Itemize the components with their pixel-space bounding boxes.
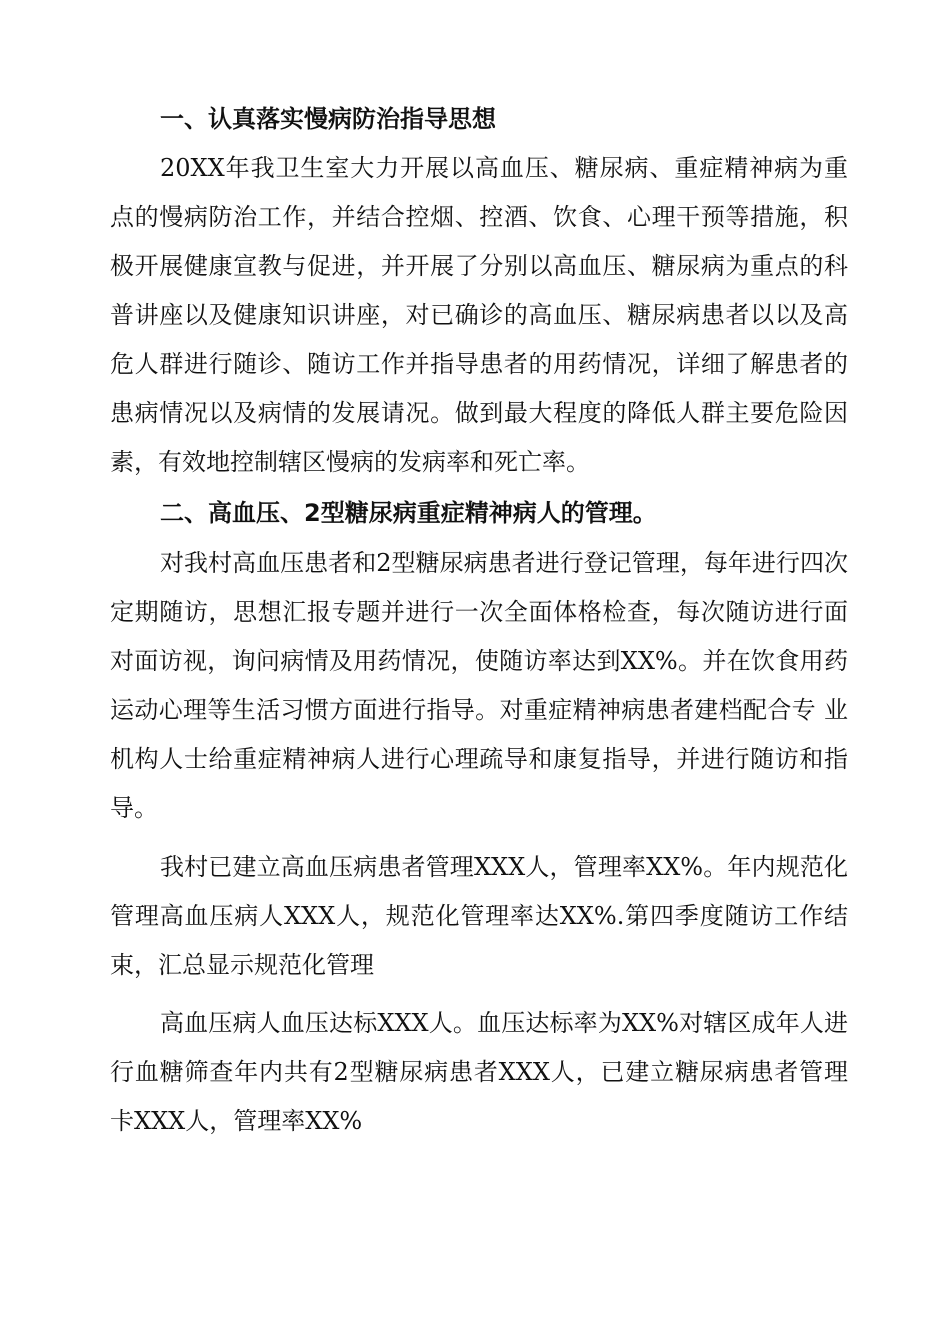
section-heading-2: 二、高血压、2型糖尿病重症精神病人的管理。 <box>160 499 657 527</box>
section-heading-1: 一、认真落实慢病防治指导思想 <box>160 105 496 133</box>
paragraph-1: 20XX年我卫生室大力开展以高血压、糖尿病、重症精神病为重点的慢病防治工作，并结合控烟、控酒、饮食、心理干预等措施，积极开展健康宣教与促进，并开展了分别以高血压、糖尿病为重点的科普讲座以及健康知识讲座，对已确诊的高血压、糖尿病患者以以及高危人群进行随诊、随访工作并指导患者的用药情况，详细了解患者的患病情况以及病情的发展请况。做到最大程度的降低人群主要危险因素，有效地控制辖区慢病的发病率和死亡率。 <box>110 154 848 476</box>
paragraph-2: 对我村高血压患者和2型糖尿病患者进行登记管理，每年进行四次定期随访，思想汇报专题并进行一次全面体格检查，每次随访进行面对面访视，询问病情及用药情况，使随访率达到XX%。并在饮食用药运动心理等生活习惯方面进行指导。对重症精神病患者建档配合专 业机构人士给重症精神病人进行心理疏导和康复指导，并进行随访和指导。 <box>110 549 848 822</box>
paragraph-3: 我村已建立高血压病患者管理XXX人，管理率XX%。年内规范化管理高血压病人XXX人，规范化管理率达XX%.第四季度随访工作结束，汇总显示规范化管理 <box>110 853 848 979</box>
paragraph-4: 高血压病人血压达标XXX人。血压达标率为XX%对辖区成年人进行血糖筛查年内共有2型糖尿病患者XXX人，已建立糖尿病患者管理卡XXX人，管理率XX% <box>110 1009 848 1135</box>
document-body <box>110 96 848 1146</box>
